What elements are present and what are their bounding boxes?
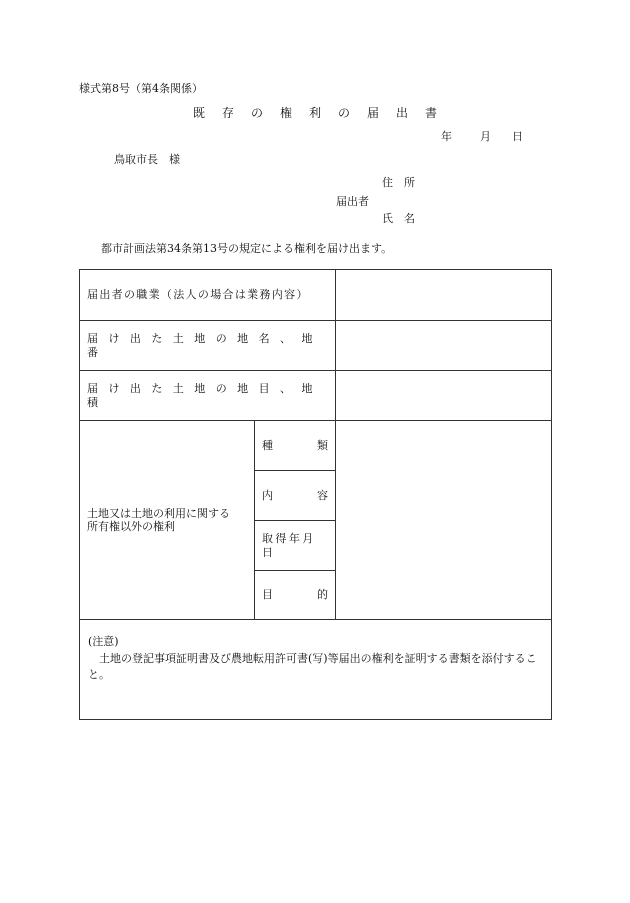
rights-label-cell xyxy=(80,421,255,620)
category-label: 届け出た土地の地目、地積 xyxy=(87,382,323,409)
content-label-cell xyxy=(255,471,336,521)
occupation-label-cell xyxy=(80,270,336,321)
content-label-a: 内 xyxy=(262,488,273,502)
notes-body: 土地の登記事項証明書及び農地転用許可書(写)等届出の権利を証明する書類を添付すること。 xyxy=(88,651,537,681)
name-label: 氏 名 xyxy=(382,212,415,225)
location-label: 届け出た土地の地名、地番 xyxy=(87,332,323,359)
category-row xyxy=(80,371,552,421)
occupation-label: 届出者の職業（法人の場合は業務内容） xyxy=(87,288,309,302)
notes-row xyxy=(80,620,552,720)
acquired-label-cell xyxy=(255,521,336,571)
location-value-cell[interactable] xyxy=(336,321,552,371)
location-label-cell xyxy=(80,321,336,371)
notes-heading: (注意) xyxy=(88,635,119,648)
kind-label-cell xyxy=(255,421,336,471)
form-number: 様式第8号（第4条関係） xyxy=(79,82,203,95)
content-label-b: 容 xyxy=(317,488,329,502)
rights-value-cell[interactable] xyxy=(336,421,552,620)
purpose-label-b: 的 xyxy=(317,588,329,602)
date-year-label: 年 xyxy=(441,130,452,143)
occupation-value-cell[interactable] xyxy=(336,270,552,321)
category-label-cell xyxy=(80,371,336,421)
kind-row xyxy=(80,421,552,471)
rights-label-line1: 土地又は土地の利用に関する xyxy=(87,506,230,520)
statement-text: 都市計画法第34条第13号の規定による権利を届け出ます。 xyxy=(101,242,393,255)
address-label: 住 所 xyxy=(382,176,415,189)
date-day-label: 日 xyxy=(512,130,523,143)
rights-form-table xyxy=(79,269,552,720)
addressee: 鳥取市長 様 xyxy=(114,153,180,166)
occupation-row xyxy=(80,270,552,321)
rights-label-line2: 所有権以外の権利 xyxy=(87,520,175,533)
kind-label-a: 種 xyxy=(262,438,273,452)
kind-label-b: 類 xyxy=(317,438,329,452)
location-row xyxy=(80,321,552,371)
date-month-label: 月 xyxy=(480,130,491,143)
document-title-text: 既 存 の 権 利 の 届 出 書 xyxy=(192,106,444,120)
notes-cell xyxy=(80,620,552,720)
purpose-label-a: 目 xyxy=(262,588,273,602)
purpose-label-cell xyxy=(255,571,336,620)
category-value-cell[interactable] xyxy=(336,371,552,421)
acquired-label: 取得年月日 xyxy=(262,532,316,559)
document-title xyxy=(0,106,630,120)
applicant-label: 届出者 xyxy=(336,195,369,208)
